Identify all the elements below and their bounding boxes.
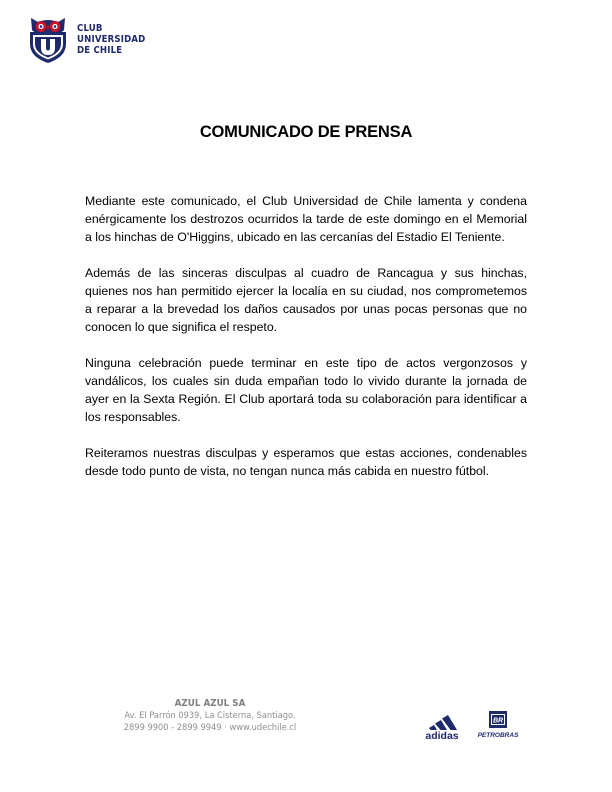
petrobras-badge: BR	[492, 717, 504, 725]
club-name-line: CLUB	[77, 22, 103, 34]
paragraph: Mediante este comunicado, el Club Universidad de Chile lamenta y condena enérgicamente los destrozos ocurridos la tarde de este domingo en el Memorial a los hinchas de O'Higgins, ubicado en las cercanías del Estadio El Teniente.	[85, 194, 527, 245]
paragraph: Además de las sinceras disculpas al cuadro de Rancagua y sus hinchas, quienes nos han permitido ejercer la localía en su ciudad, nos comprometemos a reparar a la brevedad los daños causados por unas pocas personas que no conocen lo que significa el respeto.	[85, 265, 527, 335]
paragraph: Reiteramos nuestras disculpas y esperamos que estas acciones, condenables desde todo punto de vista, no tengan nunca más cabida en nuestro fútbol.	[85, 445, 527, 478]
club-name	[77, 23, 145, 56]
university-of-chile-crest-icon	[27, 14, 69, 64]
adidas-wordmark: adidas	[425, 730, 459, 740]
club-name-line: UNIVERSIDAD	[77, 33, 146, 45]
petrobras-logo-icon	[473, 710, 525, 740]
document-title: COMUNICADO DE PRENSA	[199, 123, 413, 141]
company-contact: 2899 9900 - 2899 9949 · www.udechile.cl	[123, 723, 297, 733]
club-logo	[27, 14, 153, 64]
document-body	[85, 192, 527, 497]
adidas-logo-icon	[420, 708, 464, 740]
petrobras-wordmark: PETROBRAS	[477, 732, 519, 739]
club-name-line: DE CHILE	[77, 44, 123, 56]
paragraph: Ninguna celebración puede terminar en este tipo de actos vergonzosos y vandálicos, los cuales sin duda empañan todo lo vivido durante la jornada de ayer en la Sexta Región. El Club aportará toda su colaboración para identificar a los responsables.	[85, 355, 527, 424]
company-name: AZUL AZUL SA	[174, 698, 246, 709]
company-address: Av. El Parrón 0939, La Cisterna, Santiago.	[124, 711, 296, 721]
footer-company-info	[112, 698, 307, 734]
